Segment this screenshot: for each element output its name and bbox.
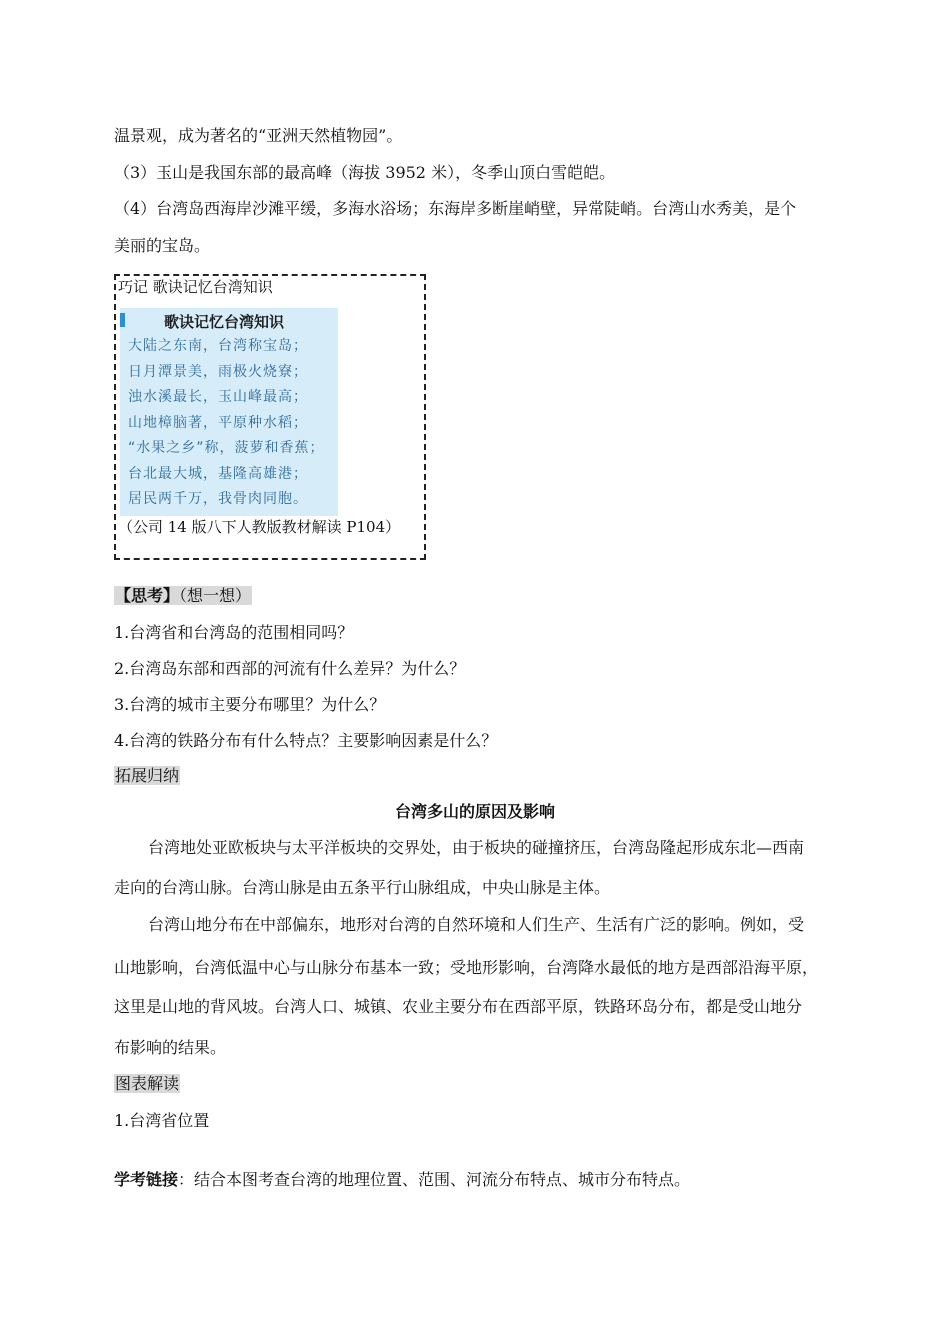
exam-link: [114, 1170, 690, 1190]
chart-reading-tag: [114, 1074, 180, 1094]
paragraph-line: （3）玉山是我国东部的最高峰（海拔 3952 米），冬季山顶白雪皑皑。: [114, 163, 616, 182]
exam-link-text: ：结合本图考查台湾的地理位置、范围、河流分布特点、城市分布特点。: [178, 1170, 691, 1189]
verse-line: “水果之乡”称，菠萝和香蕉；: [128, 440, 325, 456]
expand-tag: [114, 766, 180, 786]
chart-reading-tag-label: 图表解读: [115, 1074, 180, 1093]
memo-box-title: 巧记 歌诀记忆台湾知识: [118, 278, 273, 296]
verse-line: 山地樟脑著，平原种水稻；: [128, 414, 308, 431]
bracket-marker-icon: [120, 313, 125, 327]
chart-reading-item: 1.台湾省位置: [114, 1111, 210, 1130]
section-title: 台湾多山的原因及影响: [394, 802, 555, 821]
question-item: 1.台湾省和台湾岛的范围相同吗？: [114, 623, 354, 642]
paragraph-line: 这里是山地的背风坡。台湾人口、城镇、农业主要分布在西部平原，铁路环岛分布，都是受山地分: [114, 997, 803, 1016]
paragraph-line: 温景观，成为著名的“亚洲天然植物园”。: [114, 126, 403, 145]
verse-title: 歌诀记忆台湾知识: [164, 313, 285, 331]
paragraph-line: 台湾山地分布在中部偏东，地形对台湾的自然环境和人们生产、生活有广泛的影响。例如，受: [148, 915, 805, 934]
exam-link-label: 学考链接: [114, 1170, 179, 1189]
think-tag: 【思考】: [115, 586, 180, 605]
question-item: 3.台湾的城市主要分布哪里？为什么？: [114, 695, 386, 714]
think-heading: [114, 586, 252, 606]
verse-line: 日月潭景美，雨极火烧寮；: [128, 363, 308, 380]
paragraph-line: 美丽的宝岛。: [114, 236, 211, 255]
verse-line: 浊水溪最长，玉山峰最高；: [128, 389, 308, 405]
paragraph-line: 台湾地处亚欧板块与太平洋板块的交界处，由于板块的碰撞挤压，台湾岛隆起形成东北—西南: [148, 838, 805, 857]
question-item: 2.台湾岛东部和西部的河流有什么差异？为什么？: [114, 659, 466, 678]
verse-panel: [120, 308, 338, 516]
paragraph-line: 布影响的结果。: [114, 1038, 227, 1057]
paragraph-line: 山地影响，台湾低温中心与山脉分布基本一致；受地形影响，台湾降水最低的地方是西部沿海平原，: [114, 958, 819, 977]
verse-line: 台北最大城，基隆高雄港；: [128, 465, 308, 482]
verse-line: 居民两千万，我骨肉同胞。: [128, 491, 308, 507]
think-tag-sub: （想一想）: [179, 586, 252, 605]
verse-line: 大陆之东南，台湾称宝岛；: [128, 338, 308, 354]
question-item: 4.台湾的铁路分布有什么特点？主要影响因素是什么？: [114, 731, 498, 750]
memo-box-source: （公司 14 版八下人教版教材解读 P104）: [118, 518, 401, 536]
paragraph-line: 走向的台湾山脉。台湾山脉是由五条平行山脉组成，中央山脉是主体。: [114, 878, 611, 897]
expand-tag-label: 拓展归纳: [115, 766, 180, 785]
paragraph-line: （4）台湾岛西海岸沙滩平缓，多海水浴场；东海岸多断崖峭壁，异常陡峭。台湾山水秀美，是个: [114, 199, 797, 218]
memo-box: [114, 274, 426, 560]
